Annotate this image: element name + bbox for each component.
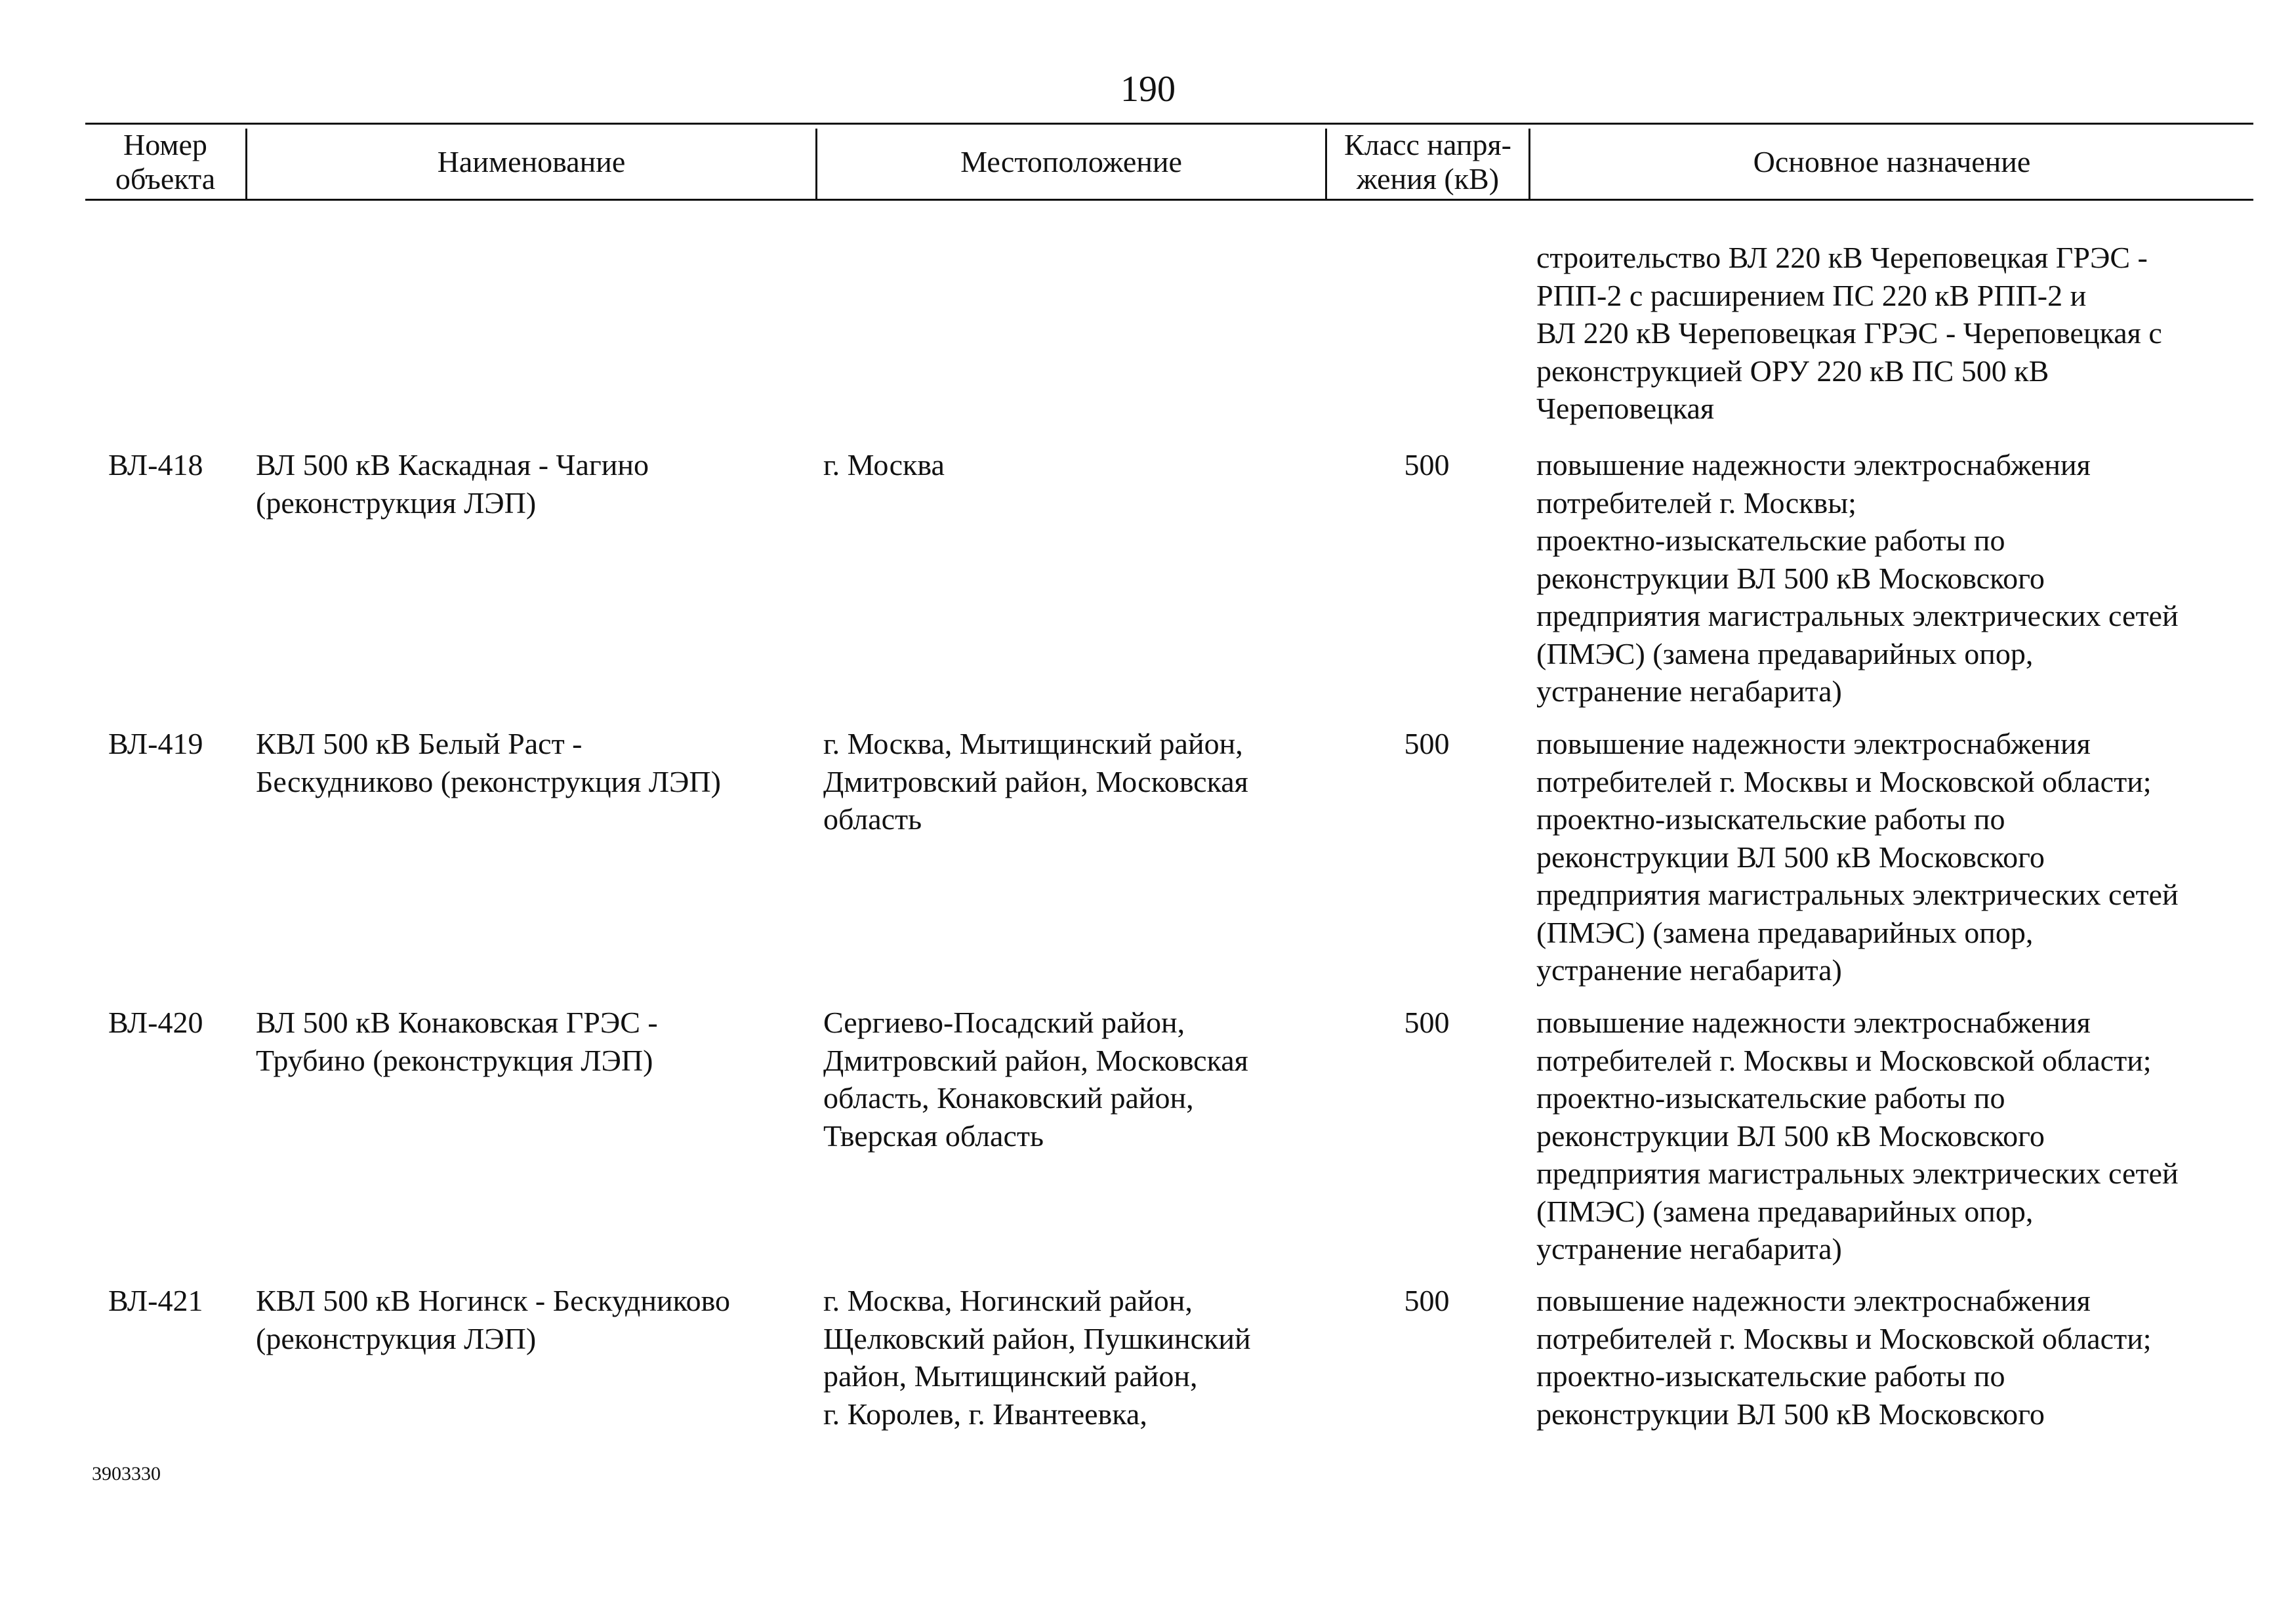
row-name: ВЛ 500 кВ Конаковская ГРЭС - Трубино (реконструкция ЛЭП) bbox=[256, 1006, 658, 1077]
header-location bbox=[817, 125, 1325, 199]
header-object-number-label: Номер объекта bbox=[115, 127, 216, 195]
row-voltage: 500 bbox=[1404, 1284, 1450, 1317]
continuation-purpose: строительство ВЛ 220 кВ Череповецкая ГРЭС - РПП-2 с расширением ПС 220 кВ РПП-2 и ВЛ 220 кВ Череповецкая ГРЭС - Череповецкая с реконструкцией ОРУ 220 кВ ПС 500 кВ Череповецкая bbox=[1536, 241, 2162, 425]
row-purpose: повышение надежности электроснабжения потребителей г. Москвы и Московской области; проектно-изыскательские работы по реконструкции ВЛ 500 кВ Московского предприятия магистральных электрических сетей (ПМЭС) (замена предаварийных опор, устранение негабарита) bbox=[1536, 1006, 2179, 1265]
header-main-purpose bbox=[1530, 125, 2253, 199]
row-voltage: 500 bbox=[1404, 727, 1450, 760]
row-location: г. Москва bbox=[823, 448, 945, 482]
row-location: г. Москва, Мытищинский район, Дмитровский район, Московская область bbox=[823, 727, 1248, 836]
row-voltage: 500 bbox=[1404, 448, 1450, 482]
row-location: г. Москва, Ногинский район, Щелковский район, Пушкинский район, Мытищинский район, г. Королев, г. Ивантеевка, bbox=[823, 1284, 1251, 1431]
page-number: 190 bbox=[1120, 69, 1176, 110]
header-name-label: Наименование bbox=[437, 144, 626, 178]
header-voltage-class bbox=[1327, 125, 1528, 199]
row-voltage: 500 bbox=[1404, 1006, 1450, 1039]
header-bottom-rule bbox=[85, 199, 2253, 201]
row-location: Сергиево-Посадский район, Дмитровский район, Московская область, Конаковский район, Тверская область bbox=[823, 1006, 1248, 1153]
row-purpose: повышение надежности электроснабжения потребителей г. Москвы и Московской области; проектно-изыскательские работы по реконструкции ВЛ 500 кВ Московского bbox=[1536, 1284, 2152, 1431]
row-object-number: ВЛ-421 bbox=[108, 1284, 203, 1317]
row-name: ВЛ 500 кВ Каскадная - Чагино (реконструкция ЛЭП) bbox=[256, 448, 649, 520]
header-voltage-class-label: Класс напря- жения (кВ) bbox=[1344, 127, 1511, 195]
row-purpose: повышение надежности электроснабжения потребителей г. Москвы и Московской области; проектно-изыскательские работы по реконструкции ВЛ 500 кВ Московского предприятия магистральных электрических сетей (ПМЭС) (замена предаварийных опор, устранение негабарита) bbox=[1536, 727, 2179, 987]
row-object-number: ВЛ-418 bbox=[108, 448, 203, 482]
row-name: КВЛ 500 кВ Ногинск - Бескудниково (реконструкция ЛЭП) bbox=[256, 1284, 730, 1355]
row-name: КВЛ 500 кВ Белый Раст - Бескудниково (реконструкция ЛЭП) bbox=[256, 727, 721, 798]
header-location-label: Местоположение bbox=[960, 144, 1182, 178]
header-name bbox=[247, 125, 815, 199]
row-object-number: ВЛ-420 bbox=[108, 1006, 203, 1039]
row-object-number: ВЛ-419 bbox=[108, 727, 203, 760]
header-main-purpose-label: Основное назначение bbox=[1753, 144, 2031, 178]
row-purpose: повышение надежности электроснабжения потребителей г. Москвы; проектно-изыскательские работы по реконструкции ВЛ 500 кВ Московского предприятия магистральных электрических сетей (ПМЭС) (замена предаварийных опор, устранение негабарита) bbox=[1536, 448, 2179, 708]
document-code: 3903330 bbox=[92, 1463, 161, 1485]
header-object-number bbox=[85, 125, 245, 199]
